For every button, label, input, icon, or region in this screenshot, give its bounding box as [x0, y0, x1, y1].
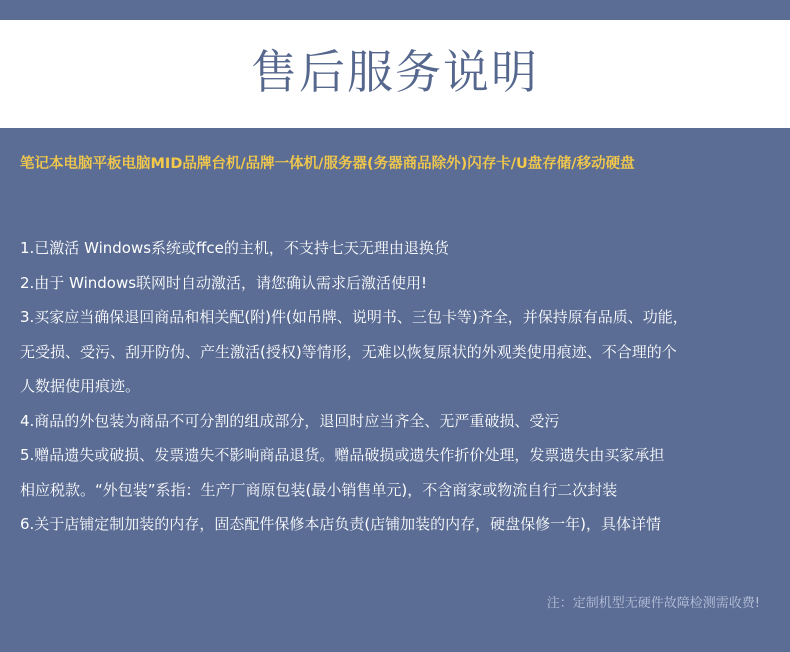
term-line: 4.商品的外包装为商品不可分割的组成部分，退回时应当齐全、无严重破损、受污	[20, 411, 560, 430]
term-line: 人数据使用痕迹。	[20, 377, 141, 395]
term-line: 2.由于 Windows联网时自动激活，请您确认需求后激活使用!	[20, 273, 428, 292]
fee-note: 注：定制机型无硬件故障检测需收费!	[546, 596, 760, 611]
page-title: 售后服务说明	[251, 45, 539, 99]
term-line: 6.关于店铺定制加装的内存，固态配件保修本店负责(店铺加装的内存，硬盘保修一年)，具体详情	[20, 515, 662, 533]
term-line: 相应税款。“外包装”系指：生产厂商原包装(最小销售单元)，不含商家或物流自行二次封装	[20, 480, 618, 499]
term-line: 无受损、受污、刮开防伪、产生激活(授权)等情形，无难以恢复原状的外观类使用痕迹、不合理的个	[20, 342, 677, 361]
after-sales-terms	[20, 231, 780, 542]
term-line: 1.已激活 Windows系统或ffce的主机，不支持七天无理由退换货	[20, 239, 449, 257]
term-line: 3.买家应当确保退回商品和相关配(附)件(如吊牌、说明书、三包卡等)齐全，并保持原有品质、功能，	[20, 308, 688, 326]
term-line: 5.赠品遗失或破损、发票遗失不影响商品退货。赠品破损或遗失作折价处理，发票遗失由买家承担	[20, 446, 665, 464]
product-categories: 笔记本电脑平板电脑MID品牌台机/品牌一体机/服务器(务器商品除外)闪存卡/U盘存储/移动硬盘	[20, 156, 635, 172]
